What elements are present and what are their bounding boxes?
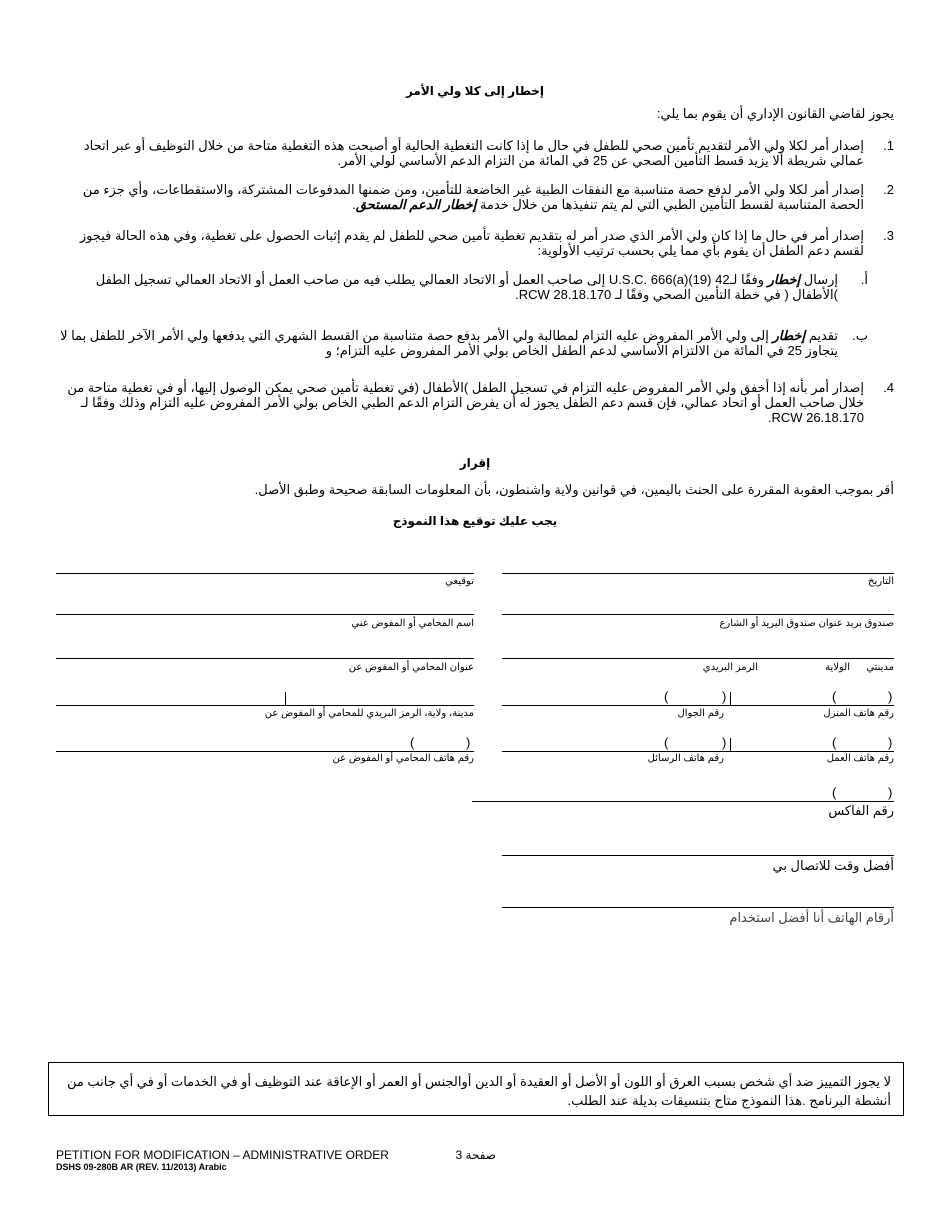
area-code-paren-open: ( [664, 689, 669, 704]
signature-label: توقيعي [445, 576, 474, 587]
sub-item-letter: ب. [852, 328, 868, 343]
attorney-name-line[interactable] [56, 614, 474, 615]
address-line[interactable] [502, 614, 894, 615]
sub-item-b [56, 328, 868, 360]
message-phone-label: رقم هاتف الرسائل [647, 753, 724, 764]
zip-label: الرمز البريدي [702, 662, 758, 673]
list-item-3 [56, 228, 894, 260]
sub-item-text-c: وفقًا لـ42 U.S.C. 666(a)(19) إلى صاحب العمل أو الاتحاد العمالي يطلب فيه من صاحب العمل أو الاتحاد العمالي تسجيل الطفل )الأطفال ( في خطة التأمين الصحي وفقًا لـ RCW 28.18.170. [95, 272, 838, 302]
area-code-paren-close: ) [722, 689, 727, 704]
date-label: التاريخ [868, 576, 894, 587]
list-item-2 [56, 182, 894, 214]
date-line[interactable] [502, 573, 894, 574]
declaration-text: أقر بموجب العقوبة المقررة على الحنث باليمين، في قوانين ولاية واشنطون، بأن المعلومات السابقة صحيحة وطبق الأصل. [254, 482, 894, 497]
must-sign-notice: يجب عليك توقيع هذا النموذج [392, 514, 558, 528]
item-text-main: إصدار أمر لكلا ولي الأمر لدفع حصة متناسبة مع النفقات الطبية غير الخاضعة للتأمين، ومن ضمنها المدفوعات المشتركة، والاستقطاعات، وأي جزء من الحصة المتناسبة لقسط التأمين الطبي التي لم يتم تنفيذها من خلال خدمة [82, 182, 864, 212]
sub-item-text-c: إلى ولي الأمر المفروض عليه التزام لمطالبة ولي الأمر بدفع حصة متناسبة من القسط الشهري التي يدفعها ولي الأمر الآخر للطفل بما لا يتجاوز 25 في المائة من الالتزام الأساسي لدعم الطفل الخاص بولي الأمر المفروض عليه التزام؛ و [60, 328, 838, 358]
preferred-phones-line[interactable] [502, 907, 894, 908]
sub-item-text-a: إرسال [803, 272, 838, 287]
area-code-paren-open: ( [410, 735, 415, 750]
non-discrimination-notice: لا يجوز التمييز ضد أي شخص بسبب العرق أو اللون أو الأصل أو العقيدة أو الدين أوالجنس أو العمر أو الإعاقة عند التوظيف أو في الخدمات أو في أي جانب من أنشطة البرنامج .هذا النموذج متاح بتنسيقات بديلة عند الطلب. [48, 1062, 904, 1116]
preferred-phones-label: أرقام الهاتف أنا أفضل استخدام [729, 910, 894, 925]
home-mobile-phone-line[interactable] [502, 705, 894, 706]
fax-label: رقم الفاكس [828, 803, 894, 818]
item-number: 1. [883, 138, 894, 153]
item-number: 2. [883, 182, 894, 197]
attorney-address-line[interactable] [56, 658, 474, 659]
footer-form-code: DSHS 09-280B AR (REV. 11/2013) Arabic [56, 1162, 227, 1172]
footer-page-number: صفحة 3 [455, 1148, 496, 1162]
area-code-paren-open: ( [832, 735, 837, 750]
field-divider [285, 692, 286, 705]
list-item-4 [56, 380, 894, 428]
sub-item-letter: أ. [860, 272, 868, 287]
city-state-zip-line[interactable] [502, 658, 894, 659]
home-phone-label: رقم هاتف المنزل [823, 708, 894, 719]
item-text: إصدار أمر لكلا ولي الأمر لتقديم تأمين صحي للطفل في حال ما إذا كانت التغطية الحالية أو أصبحت هذه التغطية متاحة من خلال التوظيف أو عبر اتحاد عمالي شريطة ألا يزيد قسط التأمين الصحي عن 25 في المائة من التزام الدعم الأساسي لولي الأمر. [83, 138, 864, 168]
attorney-phone-line[interactable] [56, 751, 474, 752]
address-label: صندوق بريد عنوان صندوق البريد أو الشارع [719, 618, 894, 629]
attorney-phone-label: رقم هاتف المحامي أو المفوض عن [332, 753, 474, 764]
declaration-title: إقرار [459, 456, 491, 470]
sub-item-text-a: تقديم [808, 328, 838, 343]
sub-item-text [56, 272, 838, 302]
mobile-phone-label: رقم الجوال [677, 708, 724, 719]
footer-form-title: PETITION FOR MODIFICATION – ADMINISTRATIVE ORDER [56, 1148, 389, 1162]
best-time-label: أفضل وقت للاتصال بي [772, 858, 894, 873]
item-text [56, 182, 864, 212]
area-code-paren-close: ) [722, 735, 727, 750]
list-item-1 [56, 138, 894, 170]
best-time-line[interactable] [502, 855, 894, 856]
item-text-emphasis: إخطار الدعم المستحق [355, 197, 477, 212]
city-label: مدينتي [866, 662, 894, 673]
field-divider [730, 692, 731, 705]
attorney-city-label: مدينة، ولاية، الرمز البريدي للمحامي أو المفوض عن [264, 708, 474, 719]
signature-line[interactable] [56, 573, 474, 574]
notice-heading: إخطار إلى كلا ولي الأمر [405, 84, 545, 98]
area-code-paren-open: ( [832, 785, 837, 800]
fax-line[interactable] [472, 801, 894, 802]
area-code-paren-close: ) [888, 689, 893, 704]
state-label: الولاية [825, 662, 850, 673]
work-message-phone-line[interactable] [502, 751, 894, 752]
attorney-name-label: اسم المحامي أو المفوض عني [351, 618, 474, 629]
attorney-address-label: عنوان المحامي أو المفوض عن [348, 662, 474, 673]
item-number: 4. [883, 380, 894, 395]
area-code-paren-close: ) [888, 785, 893, 800]
item-text-end: . [352, 197, 356, 212]
area-code-paren-close: ) [466, 735, 471, 750]
area-code-paren-open: ( [664, 735, 669, 750]
intro-text: يجوز لقاضي القانون الإداري أن يقوم بما يلي: [656, 106, 894, 121]
sub-item-text [56, 328, 838, 358]
item-text: إصدار أمر بأنه إذا أخفق ولي الأمر المفروض عليه التزام في تسجيل الطفل )الأطفال (في تغطية تأمين صحي يمكن الوصول إليها، أو في تغطية متاحة من خلال صاحب العمل أو اتحاد عمالي، فإن قسم دعم الطفل يجوز له أن يفرض التزام الدعم الطبي الخاص بولي الأمر المفروض عليه التزام وذلك وفقًا لـ RCW 26.18.170. [67, 380, 864, 425]
sub-item-a [56, 272, 868, 304]
item-number: 3. [883, 228, 894, 243]
area-code-paren-close: ) [888, 735, 893, 750]
area-code-paren-open: ( [832, 689, 837, 704]
work-phone-label: رقم هاتف العمل [826, 753, 894, 764]
sub-item-emphasis: إخطار [767, 272, 801, 287]
sub-item-emphasis: إخطار [772, 328, 806, 343]
item-text: إصدار أمر في حال ما إذا كان ولي الأمر الذي صدر أمر له بتقديم تغطية تأمين صحي للطفل لم يقدم إثبات الحصول على تغطية، وفي هذه الحالة فيجوز لقسم دعم الطفل أن يقوم بأي مما يلي بحسب ترتيب الأولوية: [79, 228, 864, 258]
field-divider [730, 738, 731, 751]
attorney-city-line[interactable] [56, 705, 474, 706]
